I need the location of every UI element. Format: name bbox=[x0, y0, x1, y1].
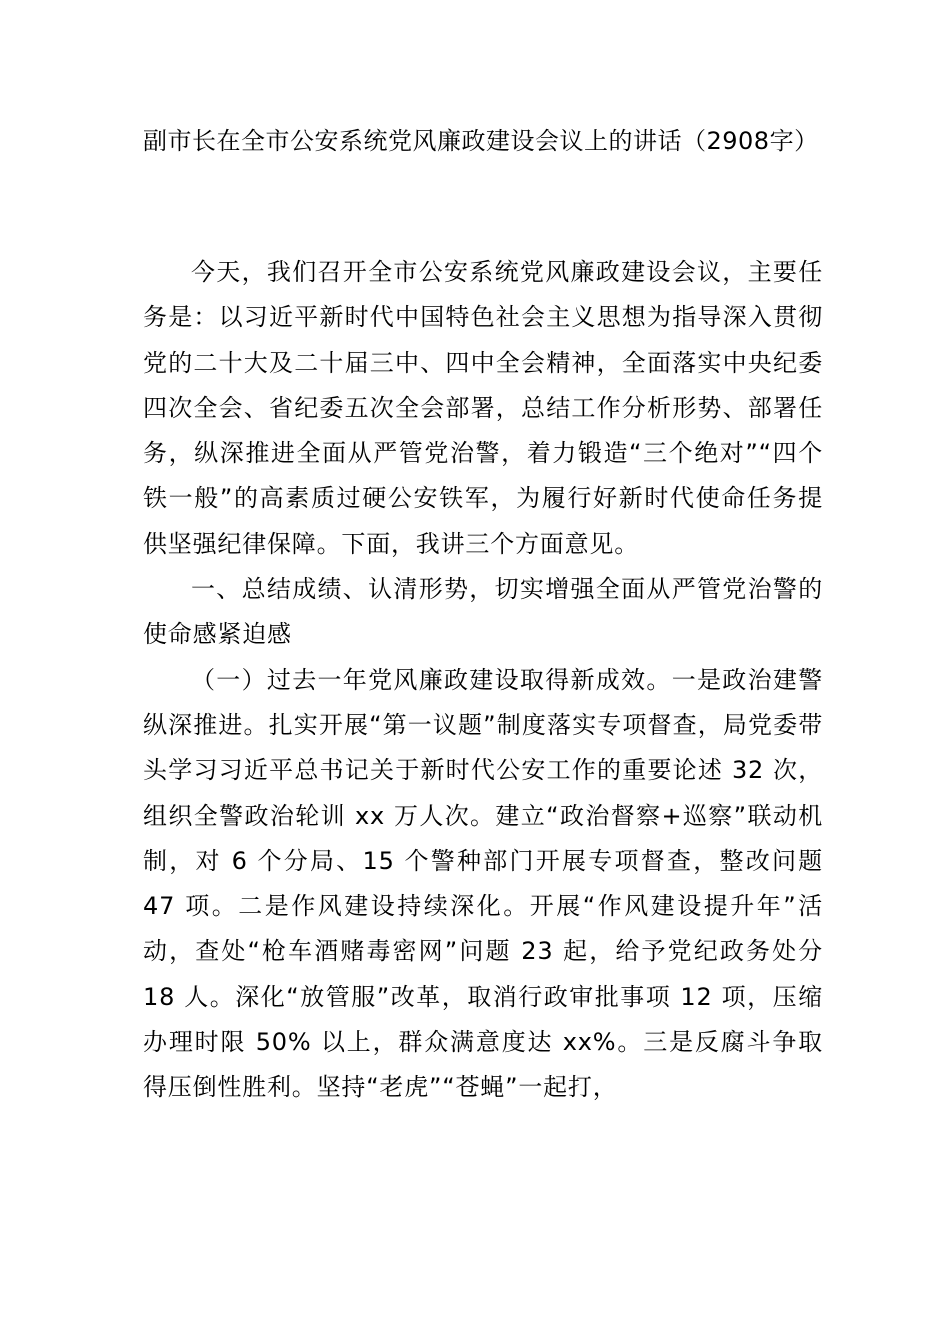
paragraph-opening: 今天，我们召开全市公安系统党风廉政建设会议，主要任务是：以习近平新时代中国特色社会主义思想为指导深入贯彻党的二十大及二十届三中、四中全会精神，全面落实中央纪委四次全会、省纪委五次全会部署，总结工作分析形势、部署任务，纵深推进全面从严管党治警，着力锻造“三个绝对”“四个铁一般”的高素质过硬公安铁军，为履行好新时代使命任务提供坚强纪律保障。下面，我讲三个方面意见。 bbox=[143, 258, 824, 558]
document-body bbox=[143, 250, 823, 1111]
document-title: 副市长在全市公安系统党风廉政建设会议上的讲话（2908字） bbox=[143, 127, 819, 155]
paragraph-section-heading: 一、总结成绩、认清形势，切实增强全面从严管党治警的使命感紧迫感 bbox=[143, 575, 823, 649]
paragraph-achievements: （一）过去一年党风廉政建设取得新成效。一是政治建警纵深推进。扎实开展“第一议题”制度落实专项督查，局党委带头学习习近平总书记关于新时代公安工作的重要论述 32 次，组织全警政治轮训 xx 万人次。建立“政治督察+巡察”联动机制，对 6 个分局、15 个警种部门开展专项督查，整改问题 47 项。二是作风建设持续深化。开展“作风建设提升年”活动，查处“枪车酒赌毒密网”问题 23 起，给予党纪政务处分 18 人。深化“放管服”改革，取消行政审批事项 12 项，压缩办理时限 50% 以上，群众满意度达 xx%。三是反腐斗争取得压倒性胜利。坚持“老虎”“苍蝇”一起打， bbox=[143, 665, 823, 1102]
